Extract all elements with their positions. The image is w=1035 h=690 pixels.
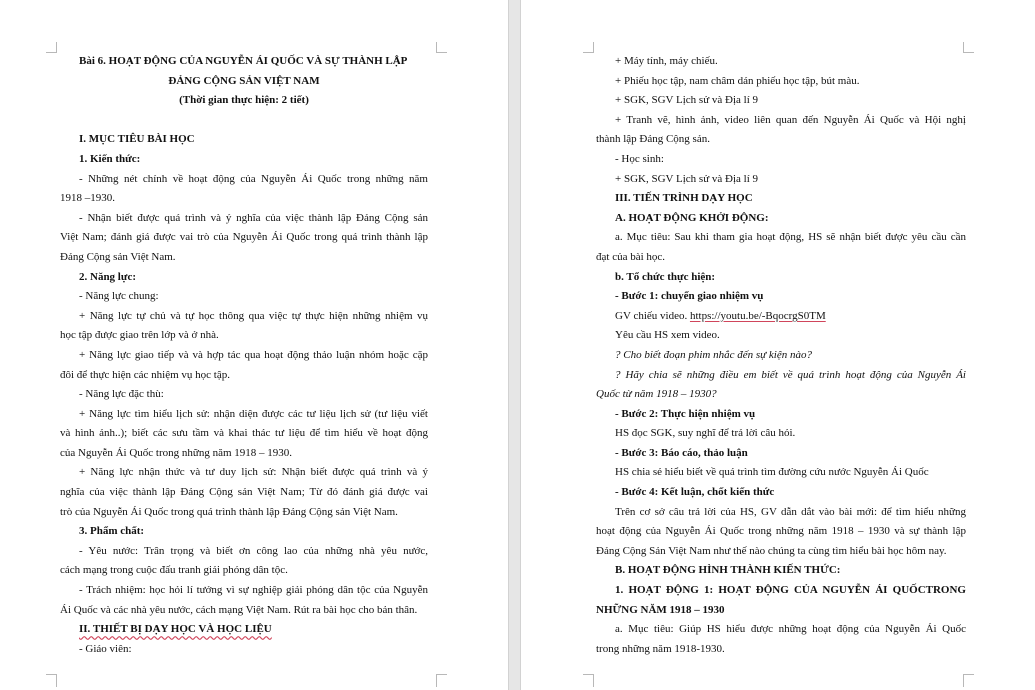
text-line: cách mạng trong cuộc đấu tranh giải phóng dân tộc. [60,564,288,577]
text-line: Ái Quốc và các nhà yêu nước, cách mạng Việt Nam. Rút ra bài học cho bản thân. [60,603,418,616]
crop-mark-bottom-left [583,674,594,687]
text-line [60,111,428,131]
text-line: Việt Nam; đánh giá được vai trò của Nguyễn Ái Quốc trong quá trình thành lập [60,231,428,244]
text-line: + Năng lực tìm hiểu lịch sử: nhận diện được các tư liệu lịch sử (tư liệu viết [79,407,428,420]
text-line: học tập được giao trên lớp và ở nhà. [60,329,219,342]
text-line: - Bước 4: Kết luận, chốt kiến thức [615,486,775,499]
text-line: - Giáo viên: [79,642,132,655]
text-line: của Nguyễn Ái Quốc trong những năm 1918 – 1930. [60,446,293,459]
video-link[interactable]: https://youtu.be/-BqocrgS0TM [689,309,826,322]
text-line: - Năng lực chung: [79,290,159,303]
text-line: III. TIẾN TRÌNH DẠY HỌC [615,192,753,205]
page-left-text [60,52,428,659]
text-line: + Năng lực nhận thức và tư duy lịch sử: Nhận biết được quá trình và ý [79,466,428,479]
text-line: trò của Nguyễn Ái Quốc trong quá trình thành lập Đảng Cộng sản Việt Nam. [60,505,398,518]
crop-mark-top-left [583,42,594,53]
text-line: I. MỤC TIÊU BÀI HỌC [79,133,195,146]
text-line: Đảng Cộng sản Việt Nam. [60,250,176,263]
text-line: đôi để thực hiện các nhiệm vụ học tập. [60,368,230,381]
text-line: 1. Kiến thức: [79,152,141,165]
text-line: ? Cho biết đoạn phim nhắc đến sự kiện nào? [615,348,812,361]
text-line: - Bước 1: chuyển giao nhiệm vụ [615,290,764,303]
text-line: - Yêu nước: Trân trọng và biết ơn công lao của những nhà yêu nước, [79,544,428,557]
text-line: nghĩa của việc thành lập Đảng Cộng sản Việt Nam; Từ đó đánh giá được vai [60,486,428,499]
text-line: HS chia sẻ hiểu biết về quá trình tìm đường cứu nước Nguyễn Ái Quốc [615,466,929,479]
text-line: Bài 6. HOẠT ĐỘNG CỦA NGUYỄN ÁI QUỐC VÀ SỰ THÀNH LẬP [79,55,408,67]
crop-mark-bottom-right [436,674,447,687]
text-line: a. Mục tiêu: Sau khi tham gia hoạt động, HS sẽ nhận biết được yêu cầu cần [615,231,966,244]
text-line: 2. Năng lực: [79,270,137,283]
text-line: Đảng Cộng Sản Việt Nam như thế nào chúng ta cùng tìm hiểu bài học hôm nay. [596,544,947,557]
text-line: ĐẢNG CỘNG SẢN VIỆT NAM [168,74,320,87]
text-line: + Máy tính, máy chiếu. [615,55,718,67]
text-line: + Năng lực tự chủ và tự học thông qua việc tự thực hiện những nhiệm vụ [79,309,428,322]
text-line: 1. HOẠT ĐỘNG 1: HOẠT ĐỘNG CỦA NGUYỄN ÁI QUỐCTRONG [615,584,966,597]
text-line: đạt của bài học. [596,250,666,263]
text-line: b. Tổ chức thực hiện: [615,270,716,283]
text-line: a. Mục tiêu: Giúp HS hiểu được những hoạt động của Nguyễn Ái Quốc [615,623,966,636]
text-line: B. HOẠT ĐỘNG HÌNH THÀNH KIẾN THỨC: [615,564,841,577]
text-line: thành lập Đảng Cộng sản. [596,133,710,146]
document-page-right [521,0,1035,690]
crop-mark-bottom-right [963,674,974,687]
crop-mark-top-right [436,42,447,53]
text-line: hoạt động của Nguyễn Ái Quốc trong những năm 1918 – 1930 và sự thành lập [596,525,966,538]
text-line: (Thời gian thực hiện: 2 tiết) [179,94,309,107]
text-line: - Trách nhiệm: học hỏi lí tưởng vì sự nghiệp giải phóng dân tộc của Nguyễn [79,584,428,597]
text-line: II. THIẾT BỊ DẠY HỌC VÀ HỌC LIỆU [79,623,272,636]
text-line: HS đọc SGK, suy nghĩ để trả lời câu hỏi. [615,427,796,440]
text-line: 1918 –1930. [60,192,115,205]
text-line: GV chiếu video. https://youtu.be/-BqocrgS0TM [615,309,826,322]
text-line: - Nhận biết được quá trình và ý nghĩa của việc thành lập Đảng Cộng sản [79,211,428,224]
text-line: và hình ảnh..); biết các sưu tầm và khai thác tư liệu để tìm hiểu về hoạt động [60,427,428,440]
text-line: Quốc từ năm 1918 – 1930? [596,388,717,401]
text-line: Yêu cầu HS xem video. [615,329,720,342]
crop-mark-top-left [46,42,57,53]
document-page-left [0,0,508,690]
text-line: - Những nét chính về hoạt động của Nguyễn Ái Quốc trong những năm [79,172,428,185]
text-line: + Tranh vẽ, hình ảnh, video liên quan đến Nguyễn Ái Quốc và Hội nghị [615,113,966,126]
crop-mark-bottom-left [46,674,57,687]
page-right-text [596,52,966,659]
text-line: Trên cơ sở câu trả lời của HS, GV dẫn dắt vào bài mới: để tìm hiểu những [615,505,966,518]
text-line: - Học sinh: [615,152,664,165]
text-line: - Năng lực đặc thù: [79,388,164,401]
text-line: - Bước 3: Báo cáo, thảo luận [615,446,748,459]
text-line: A. HOẠT ĐỘNG KHỞI ĐỘNG: [615,211,769,224]
text-line: 3. Phẩm chất: [79,525,145,538]
text-line: + Phiếu học tập, nam châm dán phiếu học tập, bút màu. [615,74,860,87]
text-line: trong những năm 1918-1930. [596,642,725,655]
text-line: + SGK, SGV Lịch sử và Địa lí 9 [615,172,759,185]
text-line: - Bước 2: Thực hiện nhiệm vụ [615,407,756,420]
text-line: + SGK, SGV Lịch sử và Địa lí 9 [615,94,759,107]
text-line: NHỮNG NĂM 1918 – 1930 [596,603,725,616]
text-line: + Năng lực giao tiếp và và hợp tác qua hoạt động thảo luận nhóm hoặc cặp [79,348,428,361]
text-line: ? Hãy chia sẽ những điều em biết về quá trình hoạt động của Nguyễn Ái [615,368,966,381]
